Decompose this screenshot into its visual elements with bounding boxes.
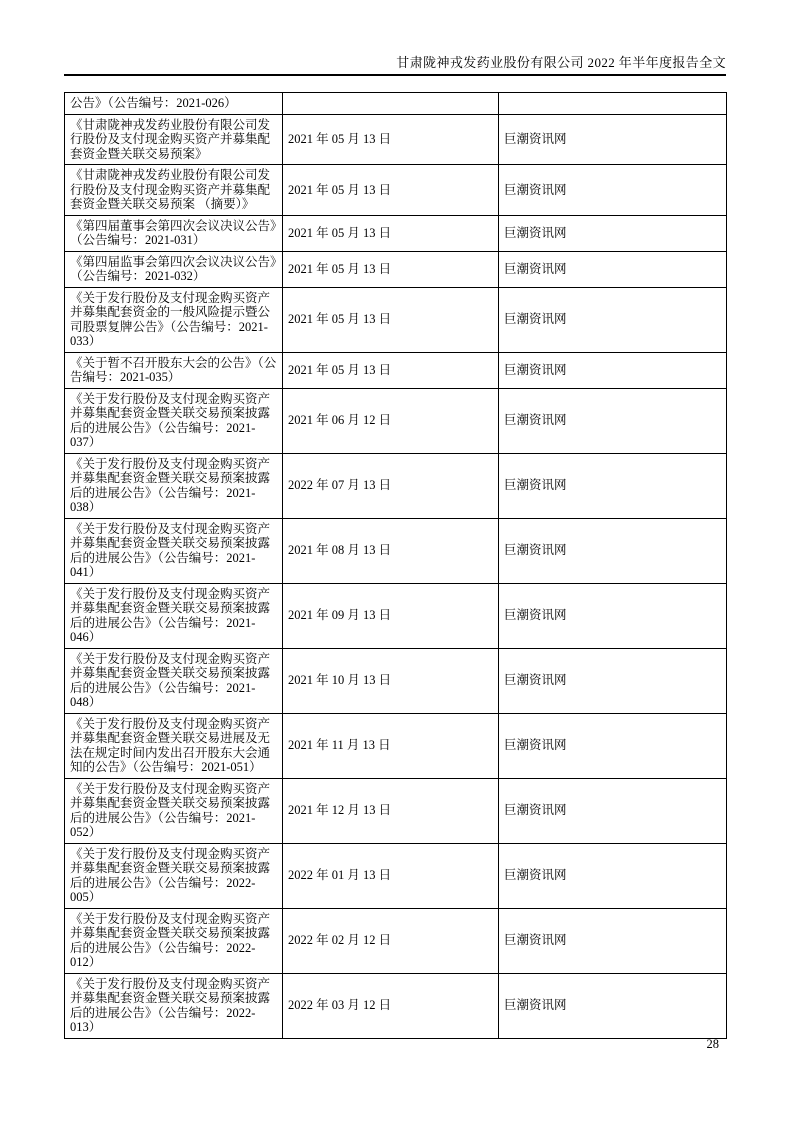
table-row xyxy=(65,908,727,973)
disclosure-website-cell: 巨潮资讯网 xyxy=(499,251,727,287)
announcement-title-cell: 《甘肃陇神戎发药业股份有限公司发行股份及支付现金购买资产并募集配套资金暨关联交易预案 （摘要）》 xyxy=(65,165,283,216)
disclosure-website-cell: 巨潮资讯网 xyxy=(499,583,727,648)
disclosure-date-cell: 2021 年 05 月 13 日 xyxy=(283,215,499,251)
disclosure-date-cell: 2021 年 11 月 13 日 xyxy=(283,713,499,778)
disclosure-website-cell: 巨潮资讯网 xyxy=(499,648,727,713)
disclosure-website-cell: 巨潮资讯网 xyxy=(499,165,727,216)
table-row xyxy=(65,583,727,648)
table-row xyxy=(65,778,727,843)
disclosure-date-cell: 2021 年 05 月 13 日 xyxy=(283,287,499,352)
announcement-title-cell: 《关于发行股份及支付现金购买资产并募集配套资金暨关联交易预案披露后的进展公告》（公告编号：2022-013） xyxy=(65,973,283,1038)
disclosure-date-cell: 2022 年 01 月 13 日 xyxy=(283,843,499,908)
disclosure-website-cell: 巨潮资讯网 xyxy=(499,114,727,165)
disclosure-date-cell xyxy=(283,93,499,115)
disclosure-website-cell: 巨潮资讯网 xyxy=(499,518,727,583)
table-row xyxy=(65,93,727,115)
disclosure-date-cell: 2022 年 03 月 12 日 xyxy=(283,973,499,1038)
announcement-title-cell: 公告》（公告编号：2021-026） xyxy=(65,93,283,115)
table-row xyxy=(65,973,727,1038)
announcement-title-cell: 《关于发行股份及支付现金购买资产并募集配套资金暨关联交易预案披露后的进展公告》（公告编号：2022-012） xyxy=(65,908,283,973)
disclosure-website-cell: 巨潮资讯网 xyxy=(499,778,727,843)
disclosure-website-cell: 巨潮资讯网 xyxy=(499,453,727,518)
announcement-title-cell: 《关于发行股份及支付现金购买资产并募集配套资金暨关联交易预案披露后的进展公告》（公告编号：2021-038） xyxy=(65,453,283,518)
disclosure-date-cell: 2022 年 02 月 12 日 xyxy=(283,908,499,973)
announcement-title-cell: 《关于发行股份及支付现金购买资产并募集配套资金暨关联交易进展及无法在规定时间内发出召开股东大会通知的公告》（公告编号：2021-051） xyxy=(65,713,283,778)
table-row xyxy=(65,251,727,287)
disclosure-website-cell: 巨潮资讯网 xyxy=(499,713,727,778)
table-row xyxy=(65,165,727,216)
announcements-table xyxy=(64,92,727,1039)
announcement-title-cell: 《关于发行股份及支付现金购买资产并募集配套资金暨关联交易预案披露后的进展公告》（公告编号：2021-037） xyxy=(65,388,283,453)
disclosure-website-cell: 巨潮资讯网 xyxy=(499,973,727,1038)
announcement-title-cell: 《关于发行股份及支付现金购买资产并募集配套资金暨关联交易预案披露后的进展公告》（公告编号：2021-048） xyxy=(65,648,283,713)
table-row xyxy=(65,518,727,583)
table-row xyxy=(65,388,727,453)
announcement-title-cell: 《关于发行股份及支付现金购买资产并募集配套资金暨关联交易预案披露后的进展公告》（公告编号：2022-005） xyxy=(65,843,283,908)
page-number: 28 xyxy=(706,1037,719,1051)
header-divider-rule xyxy=(64,74,726,76)
disclosure-date-cell: 2022 年 07 月 13 日 xyxy=(283,453,499,518)
disclosure-website-cell: 巨潮资讯网 xyxy=(499,287,727,352)
announcement-title-cell: 《关于发行股份及支付现金购买资产并募集配套资金暨关联交易预案披露后的进展公告》（公告编号：2021-041） xyxy=(65,518,283,583)
announcement-title-cell: 《关于暂不召开股东大会的公告》（公告编号：2021-035） xyxy=(65,352,283,388)
disclosure-date-cell: 2021 年 09 月 13 日 xyxy=(283,583,499,648)
announcement-title-cell: 《关于发行股份及支付现金购买资产并募集配套资金暨关联交易预案披露后的进展公告》（公告编号：2021-046） xyxy=(65,583,283,648)
running-header-title: 甘肃陇神戎发药业股份有限公司 2022 年半年度报告全文 xyxy=(396,55,726,70)
disclosure-website-cell xyxy=(499,93,727,115)
disclosure-date-cell: 2021 年 05 月 13 日 xyxy=(283,251,499,287)
table-row xyxy=(65,713,727,778)
announcement-title-cell: 《关于发行股份及支付现金购买资产并募集配套资金暨关联交易预案披露后的进展公告》（公告编号：2021-052） xyxy=(65,778,283,843)
table-row xyxy=(65,215,727,251)
disclosure-website-cell: 巨潮资讯网 xyxy=(499,215,727,251)
table-row xyxy=(65,648,727,713)
table-row xyxy=(65,453,727,518)
announcement-title-cell: 《甘肃陇神戎发药业股份有限公司发行股份及支付现金购买资产并募集配套资金暨关联交易预案》 xyxy=(65,114,283,165)
disclosure-website-cell: 巨潮资讯网 xyxy=(499,352,727,388)
disclosure-website-cell: 巨潮资讯网 xyxy=(499,388,727,453)
disclosure-date-cell: 2021 年 05 月 13 日 xyxy=(283,352,499,388)
disclosure-date-cell: 2021 年 12 月 13 日 xyxy=(283,778,499,843)
disclosure-date-cell: 2021 年 10 月 13 日 xyxy=(283,648,499,713)
disclosure-website-cell: 巨潮资讯网 xyxy=(499,908,727,973)
table-row xyxy=(65,114,727,165)
table-row xyxy=(65,843,727,908)
disclosure-website-cell: 巨潮资讯网 xyxy=(499,843,727,908)
announcements-table-body xyxy=(65,93,727,1039)
announcement-title-cell: 《第四届监事会第四次会议决议公告》（公告编号：2021-032） xyxy=(65,251,283,287)
announcement-title-cell: 《关于发行股份及支付现金购买资产并募集配套资金的一般风险提示暨公司股票复牌公告》（公告编号：2021-033） xyxy=(65,287,283,352)
disclosure-date-cell: 2021 年 05 月 13 日 xyxy=(283,165,499,216)
disclosure-date-cell: 2021 年 05 月 13 日 xyxy=(283,114,499,165)
table-row xyxy=(65,287,727,352)
announcement-title-cell: 《第四届董事会第四次会议决议公告》（公告编号：2021-031） xyxy=(65,215,283,251)
table-row xyxy=(65,352,727,388)
disclosure-date-cell: 2021 年 06 月 12 日 xyxy=(283,388,499,453)
disclosure-date-cell: 2021 年 08 月 13 日 xyxy=(283,518,499,583)
